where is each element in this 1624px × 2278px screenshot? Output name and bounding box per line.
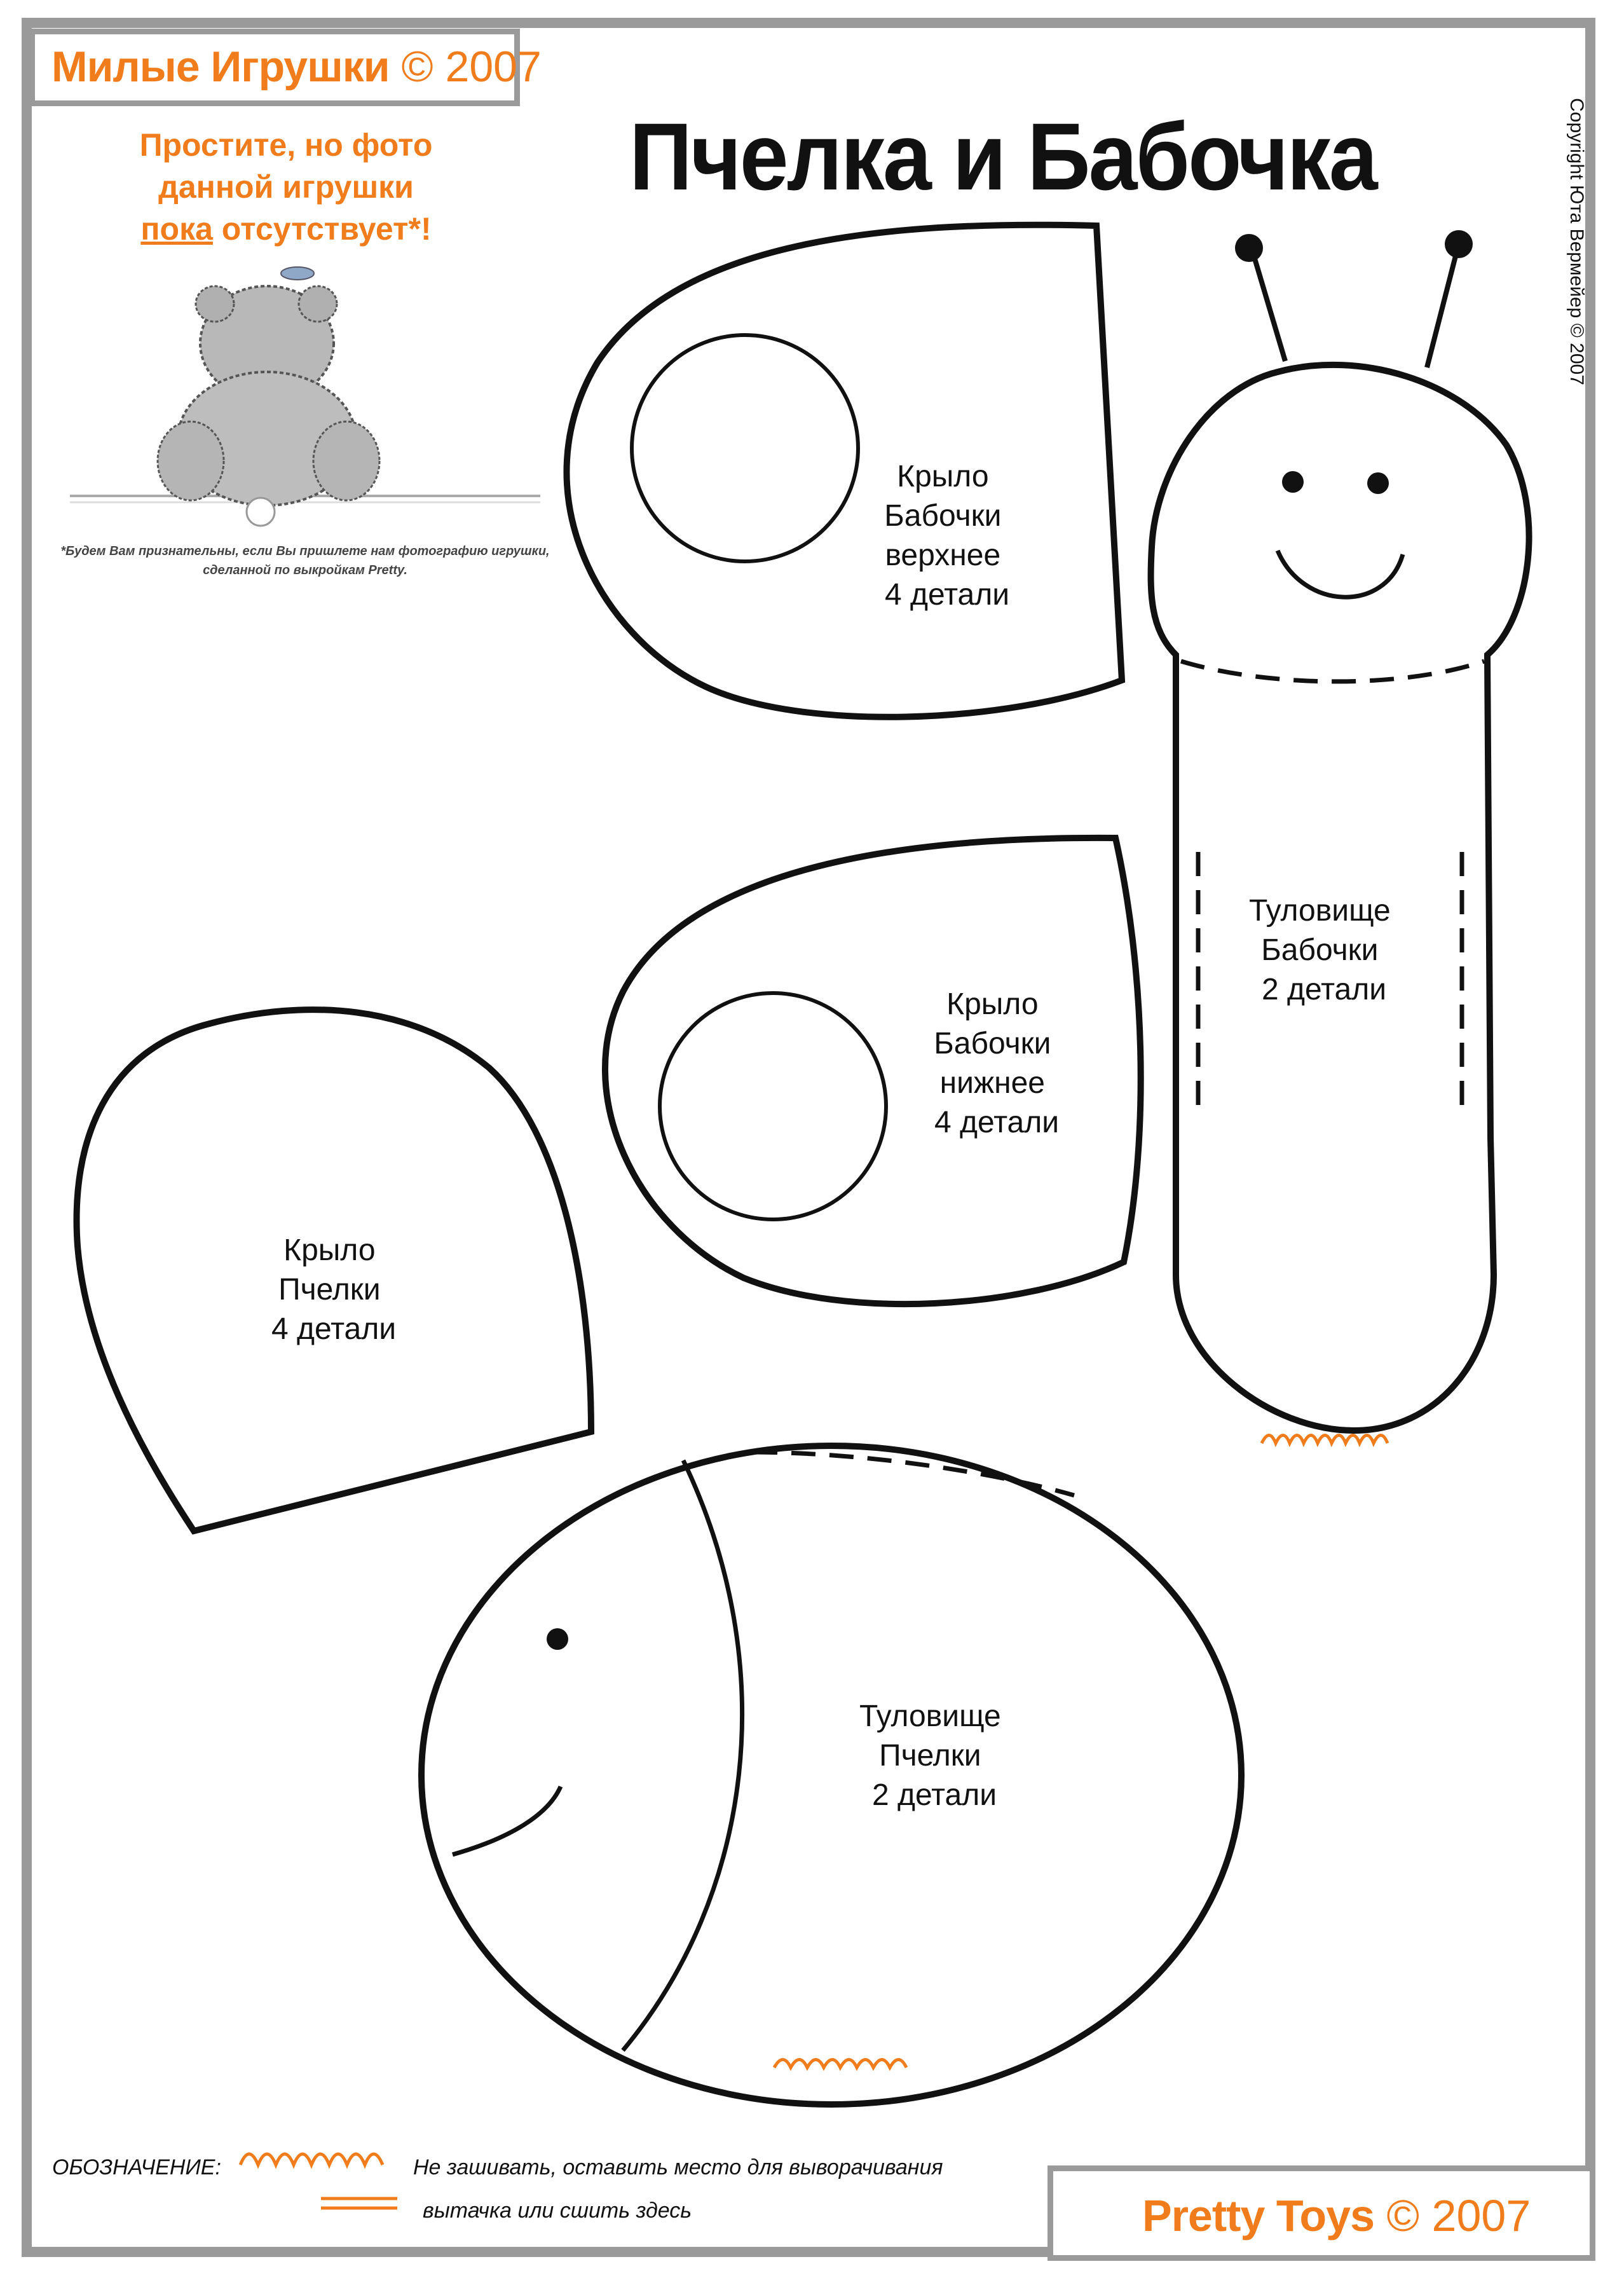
- bee-wing-label: Крыло Пчелки 4 детали: [271, 1233, 397, 1346]
- wing-upper-piece: [566, 225, 1122, 717]
- footnote-line-1: *Будем Вам признательны, если Вы пришлете нам фотографию игрушки,: [60, 544, 550, 558]
- footer-brand-year: © 2007: [1386, 2191, 1531, 2240]
- bee-body-label: Туловище Пчелки 2 детали: [859, 1699, 1001, 1812]
- wing-lower-piece: [605, 838, 1141, 1304]
- butterfly-body-label: Туловище Бабочки 2 детали: [1248, 894, 1391, 1006]
- apology-line-1: Простите, но фото: [139, 127, 433, 163]
- footnote-line-2: сделанной по выкройкам Pretty.: [203, 563, 407, 577]
- wing-upper-label: Крыло Бабочки верхнее 4 детали: [884, 460, 1010, 612]
- footer-brand-name: Pretty Toys: [1142, 2191, 1375, 2240]
- teddy-bear-illustration: [70, 267, 540, 526]
- footer-brand: [1142, 2190, 1531, 2241]
- brand-name: Милые Игрушки: [51, 43, 390, 91]
- bee-body-piece: [421, 1446, 1241, 2104]
- wing-lower-label: Крыло Бабочки нижнее 4 детали: [934, 987, 1060, 1139]
- butterfly-body-piece: [1151, 230, 1529, 1443]
- apology-line-2: данной игрушки: [158, 169, 414, 205]
- apology-line-3-rest: отсутствует*!: [212, 211, 432, 247]
- legend-opening-symbol: [240, 2154, 383, 2165]
- footer-brand-box: [1047, 2165, 1595, 2261]
- legend-opening-text: Не зашивать, оставить место для выворачивания: [413, 2155, 943, 2179]
- legend-dart-text: вытачка или сшить здесь: [423, 2199, 692, 2223]
- bee-wing-piece: [77, 1010, 591, 1531]
- page-title: Пчелка и Бабочка: [629, 103, 1376, 210]
- butterfly-opening-mark: [1262, 1436, 1388, 1444]
- apology-underlined-word: пока: [140, 211, 213, 247]
- legend-title: ОБОЗНАЧЕНИЕ:: [52, 2155, 221, 2179]
- brand-year: © 2007: [401, 43, 542, 91]
- copyright-vertical: Copyright Юта Вермейер © 2007: [1566, 98, 1587, 385]
